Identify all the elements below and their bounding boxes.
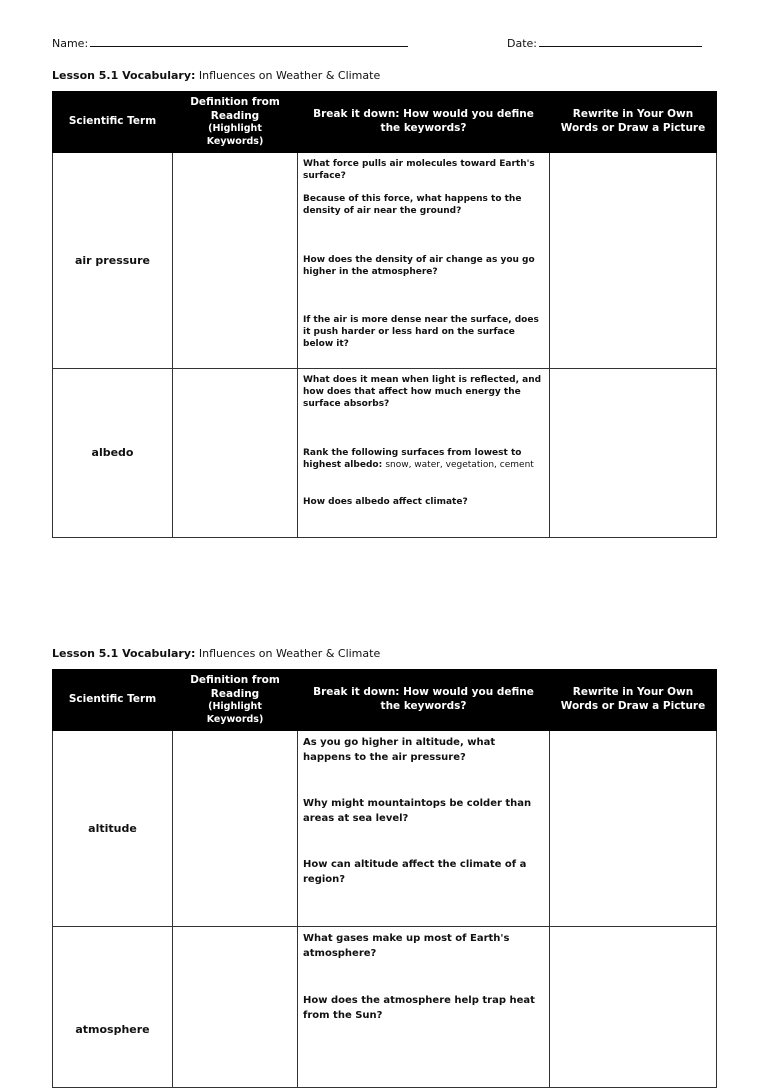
definition-cell[interactable]: [173, 152, 298, 368]
term-text: atmosphere: [75, 1022, 150, 1036]
question: [303, 447, 544, 471]
term-cell: albedo: [53, 368, 173, 537]
col-header-breakdown: Break it down: How would you define the keywords?: [298, 670, 550, 731]
question: What force pulls air molecules toward Earth's surface?: [303, 158, 535, 182]
rewrite-cell[interactable]: [550, 926, 717, 1087]
lesson-title-topic: Influences on Weather & Climate: [198, 647, 381, 660]
name-field[interactable]: [52, 36, 408, 50]
col-header-rewrite: Rewrite in Your Own Words or Draw a Picture: [550, 92, 717, 153]
date-field[interactable]: [507, 36, 702, 50]
table-header-row: [53, 670, 717, 731]
col-header-breakdown: Break it down: How would you define the keywords?: [298, 92, 550, 153]
question: As you go higher in altitude, what happens to the air pressure?: [303, 736, 496, 763]
col-header-term: Scientific Term: [53, 92, 173, 153]
breakdown-cell[interactable]: [298, 368, 550, 537]
lesson-title-bold: Lesson 5.1 Vocabulary:: [52, 647, 196, 660]
col-header-definition-label: Definition from Reading: [190, 674, 280, 700]
table-row: [53, 368, 717, 537]
definition-cell[interactable]: [173, 730, 298, 926]
question: How can altitude affect the climate of a region?: [303, 858, 527, 885]
date-blank[interactable]: [539, 36, 702, 47]
question: Why might mountaintops be colder than areas at sea level?: [303, 797, 532, 824]
col-header-definition-label: Definition from Reading: [190, 96, 280, 122]
lesson-title-bold: Lesson 5.1 Vocabulary:: [52, 69, 196, 82]
table-row: [53, 730, 717, 926]
lesson-title: [52, 647, 380, 660]
table-header-row: [53, 92, 717, 153]
question: What gases make up most of Earth's atmosphere?: [303, 932, 510, 959]
col-header-definition: [173, 92, 298, 153]
vocab-table: [52, 91, 717, 538]
rank-items: snow, water, vegetation, cement: [385, 460, 534, 471]
term-cell: air pressure: [53, 152, 173, 368]
rewrite-cell[interactable]: [550, 368, 717, 537]
rewrite-cell[interactable]: [550, 730, 717, 926]
rewrite-cell[interactable]: [550, 152, 717, 368]
col-header-definition: [173, 670, 298, 731]
vocab-table: [52, 669, 717, 1088]
lesson-title: [52, 69, 380, 82]
breakdown-cell[interactable]: [298, 926, 550, 1087]
definition-cell[interactable]: [173, 926, 298, 1087]
name-blank[interactable]: [90, 36, 408, 47]
question: If the air is more dense near the surface, does it push harder or less hard on the surface below it?: [303, 314, 539, 350]
question: How does albedo affect climate?: [303, 496, 468, 507]
term-cell: [53, 926, 173, 1087]
col-header-definition-sub: (Highlight Keywords): [206, 123, 264, 147]
question: What does it mean when light is reflected, and how does that affect how much energy the surface absorbs?: [303, 374, 542, 410]
term-cell: altitude: [53, 730, 173, 926]
question: How does the atmosphere help trap heat from the Sun?: [303, 994, 535, 1021]
col-header-rewrite: Rewrite in Your Own Words or Draw a Picture: [550, 670, 717, 731]
breakdown-cell[interactable]: [298, 730, 550, 926]
col-header-definition-sub: (Highlight Keywords): [206, 701, 264, 725]
question: Because of this force, what happens to the density of air near the ground?: [303, 193, 522, 217]
col-header-term: Scientific Term: [53, 670, 173, 731]
definition-cell[interactable]: [173, 368, 298, 537]
question-text: Rank the following surfaces from lowest to highest albedo:: [303, 447, 522, 471]
table-row: [53, 926, 717, 1087]
lesson-title-topic: Influences on Weather & Climate: [198, 69, 381, 82]
breakdown-cell[interactable]: [298, 152, 550, 368]
date-label: Date:: [507, 37, 537, 50]
table-row: [53, 152, 717, 368]
question: How does the density of air change as you go higher in the atmosphere?: [303, 254, 535, 278]
name-label: Name:: [52, 37, 89, 50]
